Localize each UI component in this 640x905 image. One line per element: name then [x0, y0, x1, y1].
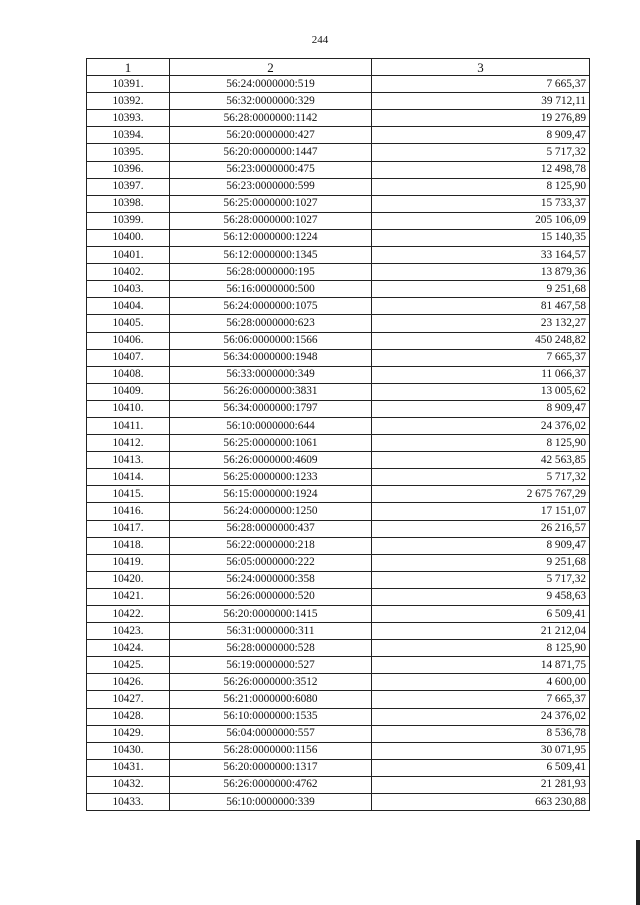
- table-row: [87, 588, 590, 605]
- cadastral-number-cell: 56:26:0000000:3831: [170, 383, 372, 400]
- cadastral-number-cell: 56:10:0000000:644: [170, 417, 372, 434]
- table-row: [87, 144, 590, 161]
- row-number-cell: 10427.: [87, 691, 170, 708]
- cadastral-number-cell: 56:06:0000000:1566: [170, 332, 372, 349]
- table-row: [87, 486, 590, 503]
- amount-cell: 17 151,07: [372, 503, 590, 520]
- row-number-cell: 10404.: [87, 298, 170, 315]
- row-number-cell: 10409.: [87, 383, 170, 400]
- cadastral-number-cell: 56:12:0000000:1345: [170, 247, 372, 264]
- cadastral-number-cell: 56:33:0000000:349: [170, 366, 372, 383]
- amount-cell: 8 909,47: [372, 537, 590, 554]
- cadastral-number-cell: 56:23:0000000:599: [170, 178, 372, 195]
- amount-cell: 21 281,93: [372, 776, 590, 793]
- cadastral-number-cell: 56:28:0000000:1027: [170, 212, 372, 229]
- amount-cell: 205 106,09: [372, 212, 590, 229]
- cadastral-number-cell: 56:28:0000000:1156: [170, 742, 372, 759]
- amount-cell: 2 675 767,29: [372, 486, 590, 503]
- cadastral-number-cell: 56:25:0000000:1027: [170, 195, 372, 212]
- table-row: [87, 349, 590, 366]
- table-row: [87, 281, 590, 298]
- amount-cell: 15 140,35: [372, 229, 590, 246]
- table-row: [87, 298, 590, 315]
- table-row: [87, 606, 590, 623]
- row-number-cell: 10395.: [87, 144, 170, 161]
- cadastral-number-cell: 56:20:0000000:1317: [170, 759, 372, 776]
- row-number-cell: 10402.: [87, 264, 170, 281]
- table-row: [87, 229, 590, 246]
- cadastral-number-cell: 56:24:0000000:358: [170, 571, 372, 588]
- cadastral-number-cell: 56:26:0000000:520: [170, 588, 372, 605]
- amount-cell: 30 071,95: [372, 742, 590, 759]
- cadastral-number-cell: 56:28:0000000:1142: [170, 110, 372, 127]
- table-row: [87, 435, 590, 452]
- amount-cell: 6 509,41: [372, 759, 590, 776]
- amount-cell: 12 498,78: [372, 161, 590, 178]
- cadastral-number-cell: 56:22:0000000:218: [170, 537, 372, 554]
- table-row: [87, 776, 590, 793]
- column-header-3: 3: [372, 59, 590, 76]
- row-number-cell: 10397.: [87, 178, 170, 195]
- cadastral-number-cell: 56:34:0000000:1797: [170, 400, 372, 417]
- cadastral-number-cell: 56:24:0000000:1075: [170, 298, 372, 315]
- row-number-cell: 10422.: [87, 606, 170, 623]
- amount-cell: 663 230,88: [372, 794, 590, 811]
- row-number-cell: 10420.: [87, 571, 170, 588]
- amount-cell: 8 125,90: [372, 178, 590, 195]
- amount-cell: 14 871,75: [372, 657, 590, 674]
- row-number-cell: 10413.: [87, 452, 170, 469]
- cadastral-number-cell: 56:26:0000000:3512: [170, 674, 372, 691]
- amount-cell: 8 125,90: [372, 640, 590, 657]
- row-number-cell: 10419.: [87, 554, 170, 571]
- table-row: [87, 742, 590, 759]
- cadastral-number-cell: 56:28:0000000:437: [170, 520, 372, 537]
- table-row: [87, 657, 590, 674]
- amount-cell: 7 665,37: [372, 76, 590, 93]
- amount-cell: 15 733,37: [372, 195, 590, 212]
- cadastral-number-cell: 56:23:0000000:475: [170, 161, 372, 178]
- row-number-cell: 10418.: [87, 537, 170, 554]
- cadastral-number-cell: 56:20:0000000:1447: [170, 144, 372, 161]
- table-row: [87, 452, 590, 469]
- amount-cell: 9 251,68: [372, 554, 590, 571]
- cadastral-number-cell: 56:04:0000000:557: [170, 725, 372, 742]
- cadastral-number-cell: 56:16:0000000:500: [170, 281, 372, 298]
- row-number-cell: 10396.: [87, 161, 170, 178]
- amount-cell: 8 909,47: [372, 400, 590, 417]
- amount-cell: 11 066,37: [372, 366, 590, 383]
- amount-cell: 23 132,27: [372, 315, 590, 332]
- row-number-cell: 10423.: [87, 623, 170, 640]
- amount-cell: 26 216,57: [372, 520, 590, 537]
- row-number-cell: 10429.: [87, 725, 170, 742]
- amount-cell: 13 005,62: [372, 383, 590, 400]
- row-number-cell: 10405.: [87, 315, 170, 332]
- cadastral-number-cell: 56:26:0000000:4609: [170, 452, 372, 469]
- cadastral-number-cell: 56:31:0000000:311: [170, 623, 372, 640]
- table-row: [87, 195, 590, 212]
- table-row: [87, 417, 590, 434]
- amount-cell: 5 717,32: [372, 571, 590, 588]
- cadastral-number-cell: 56:25:0000000:1061: [170, 435, 372, 452]
- amount-cell: 33 164,57: [372, 247, 590, 264]
- amount-cell: 5 717,32: [372, 144, 590, 161]
- row-number-cell: 10406.: [87, 332, 170, 349]
- row-number-cell: 10392.: [87, 93, 170, 110]
- table-row: [87, 623, 590, 640]
- table-row: [87, 400, 590, 417]
- amount-cell: 450 248,82: [372, 332, 590, 349]
- cadastral-number-cell: 56:24:0000000:519: [170, 76, 372, 93]
- table-row: [87, 247, 590, 264]
- cadastral-number-cell: 56:28:0000000:623: [170, 315, 372, 332]
- row-number-cell: 10433.: [87, 794, 170, 811]
- amount-cell: 4 600,00: [372, 674, 590, 691]
- row-number-cell: 10400.: [87, 229, 170, 246]
- row-number-cell: 10393.: [87, 110, 170, 127]
- amount-cell: 13 879,36: [372, 264, 590, 281]
- page-number: 244: [311, 34, 329, 46]
- table-row: [87, 503, 590, 520]
- amount-cell: 7 665,37: [372, 691, 590, 708]
- table-row: [87, 93, 590, 110]
- table-row: [87, 554, 590, 571]
- row-number-cell: 10417.: [87, 520, 170, 537]
- table-header-row: [87, 59, 590, 76]
- table-row: [87, 759, 590, 776]
- row-number-cell: 10414.: [87, 469, 170, 486]
- cadastral-number-cell: 56:25:0000000:1233: [170, 469, 372, 486]
- amount-cell: 6 509,41: [372, 606, 590, 623]
- column-header-1: 1: [87, 59, 170, 76]
- row-number-cell: 10401.: [87, 247, 170, 264]
- amount-cell: 5 717,32: [372, 469, 590, 486]
- cadastral-number-cell: 56:28:0000000:528: [170, 640, 372, 657]
- cadastral-number-cell: 56:21:0000000:6080: [170, 691, 372, 708]
- amount-cell: 9 458,63: [372, 588, 590, 605]
- column-header-2: 2: [170, 59, 372, 76]
- row-number-cell: 10391.: [87, 76, 170, 93]
- amount-cell: 9 251,68: [372, 281, 590, 298]
- row-number-cell: 10411.: [87, 417, 170, 434]
- row-number-cell: 10398.: [87, 195, 170, 212]
- amount-cell: 81 467,58: [372, 298, 590, 315]
- table-row: [87, 366, 590, 383]
- cadastral-number-cell: 56:05:0000000:222: [170, 554, 372, 571]
- row-number-cell: 10416.: [87, 503, 170, 520]
- row-number-cell: 10424.: [87, 640, 170, 657]
- cadastral-number-cell: 56:10:0000000:339: [170, 794, 372, 811]
- table-row: [87, 691, 590, 708]
- cadastral-number-cell: 56:32:0000000:329: [170, 93, 372, 110]
- row-number-cell: 10394.: [87, 127, 170, 144]
- table-row: [87, 469, 590, 486]
- table-row: [87, 674, 590, 691]
- table-row: [87, 725, 590, 742]
- row-number-cell: 10430.: [87, 742, 170, 759]
- table-row: [87, 110, 590, 127]
- table-row: [87, 794, 590, 811]
- table-row: [87, 76, 590, 93]
- amount-cell: 7 665,37: [372, 349, 590, 366]
- row-number-cell: 10407.: [87, 349, 170, 366]
- amount-cell: 42 563,85: [372, 452, 590, 469]
- amount-cell: 8 909,47: [372, 127, 590, 144]
- amount-cell: 8 536,78: [372, 725, 590, 742]
- table-row: [87, 161, 590, 178]
- amount-cell: 21 212,04: [372, 623, 590, 640]
- row-number-cell: 10412.: [87, 435, 170, 452]
- table-row: [87, 127, 590, 144]
- row-number-cell: 10431.: [87, 759, 170, 776]
- cadastral-number-cell: 56:20:0000000:1415: [170, 606, 372, 623]
- table-row: [87, 264, 590, 281]
- table-row: [87, 571, 590, 588]
- cadastral-number-cell: 56:24:0000000:1250: [170, 503, 372, 520]
- row-number-cell: 10408.: [87, 366, 170, 383]
- table-row: [87, 178, 590, 195]
- amount-cell: 24 376,02: [372, 417, 590, 434]
- cadastral-number-cell: 56:34:0000000:1948: [170, 349, 372, 366]
- row-number-cell: 10432.: [87, 776, 170, 793]
- cadastral-number-cell: 56:10:0000000:1535: [170, 708, 372, 725]
- table-row: [87, 640, 590, 657]
- table-row: [87, 332, 590, 349]
- cadastral-number-cell: 56:15:0000000:1924: [170, 486, 372, 503]
- row-number-cell: 10421.: [87, 588, 170, 605]
- cadastral-number-cell: 56:26:0000000:4762: [170, 776, 372, 793]
- table-row: [87, 315, 590, 332]
- cadastral-number-cell: 56:20:0000000:427: [170, 127, 372, 144]
- table-row: [87, 537, 590, 554]
- row-number-cell: 10428.: [87, 708, 170, 725]
- scan-edge-mark: [636, 840, 640, 905]
- table-row: [87, 212, 590, 229]
- data-table: [86, 58, 590, 811]
- amount-cell: 39 712,11: [372, 93, 590, 110]
- row-number-cell: 10426.: [87, 674, 170, 691]
- table-row: [87, 520, 590, 537]
- amount-cell: 24 376,02: [372, 708, 590, 725]
- cadastral-number-cell: 56:12:0000000:1224: [170, 229, 372, 246]
- row-number-cell: 10403.: [87, 281, 170, 298]
- table-row: [87, 383, 590, 400]
- row-number-cell: 10415.: [87, 486, 170, 503]
- cadastral-number-cell: 56:28:0000000:195: [170, 264, 372, 281]
- cadastral-number-cell: 56:19:0000000:527: [170, 657, 372, 674]
- row-number-cell: 10410.: [87, 400, 170, 417]
- row-number-cell: 10399.: [87, 212, 170, 229]
- row-number-cell: 10425.: [87, 657, 170, 674]
- amount-cell: 19 276,89: [372, 110, 590, 127]
- table-row: [87, 708, 590, 725]
- amount-cell: 8 125,90: [372, 435, 590, 452]
